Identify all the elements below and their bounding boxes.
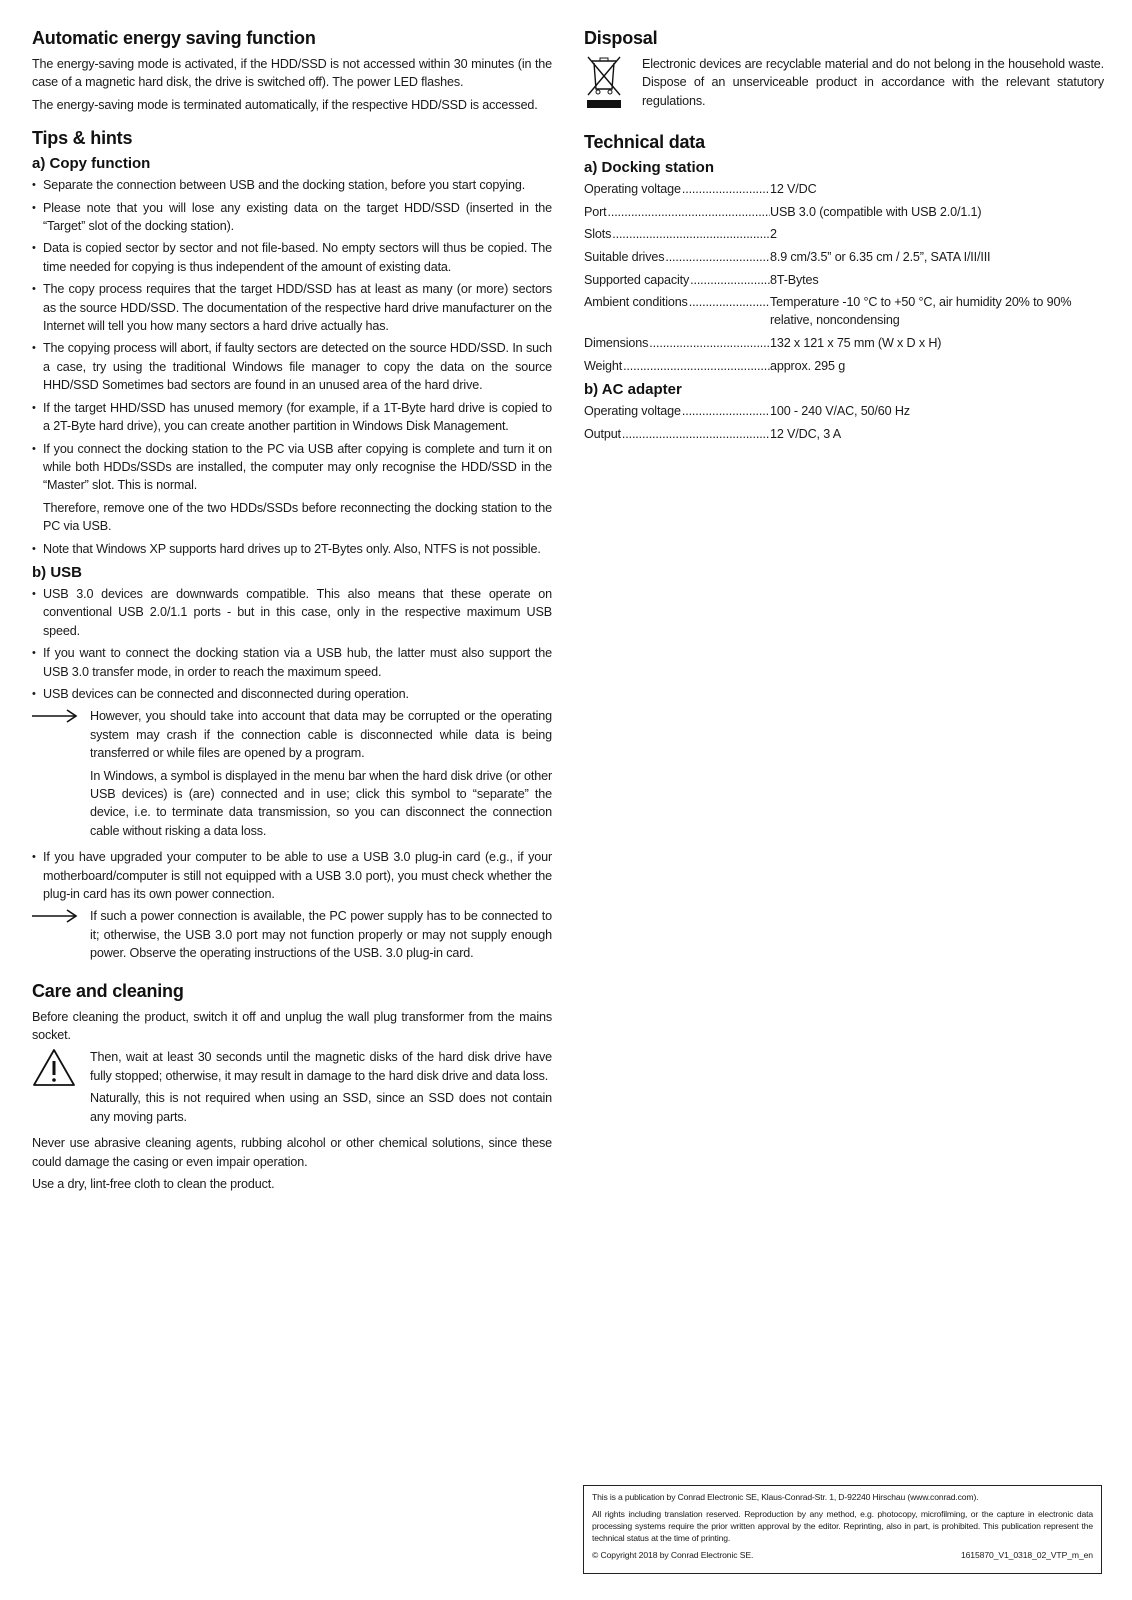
- right-column: [584, 28, 1104, 457]
- list-item: • Please note that you will lose any existing data on the target HDD/SSD (inserted in the “Target” slot of the docking station).: [32, 199, 552, 236]
- usb-heading: b) USB: [32, 563, 82, 581]
- note-text: However, you should take into account that data may be corrupted or the operating system may crash if the connection cable is disconnected while data is being transferred or while files are opened by a program.: [90, 709, 552, 761]
- care-paragraph-1: Before cleaning the product, switch it off and unplug the wall plug transformer from the mains socket.: [32, 1009, 552, 1043]
- warning-triangle-icon: [32, 1048, 90, 1130]
- spec-label: Suitable drives .....: [584, 248, 770, 266]
- usb-note-1: [32, 707, 552, 844]
- energy-paragraph-2: The energy-saving mode is terminated automatically, if the respective HDD/SSD is accessed.: [32, 97, 538, 112]
- disposal-section: [584, 28, 1104, 118]
- note-text: In Windows, a symbol is displayed in the menu bar when the hard disk drive (or other USB devices) is (are) connected and in use; click this symbol to “separate” the device, i.e. to terminate data transmission, so you can disconnect the connection cable without risking a data loss.: [90, 768, 552, 838]
- right-arrow-icon: [32, 707, 90, 844]
- table-row: [584, 180, 1104, 198]
- disposal-heading: Disposal: [584, 28, 658, 48]
- table-row: [584, 425, 1104, 443]
- copy-function-heading: a) Copy function: [32, 155, 151, 173]
- spec-value: 12 V/DC: [770, 182, 817, 196]
- list-item-continuation: Therefore, remove one of the two HDDs/SSDs before reconnecting the docking station to the PC via USB.: [43, 500, 552, 534]
- energy-section: [32, 28, 552, 114]
- list-item: • Note that Windows XP supports hard drives up to 2T-Bytes only. Also, NTFS is not possible.: [32, 540, 552, 558]
- spec-value: 100 - 240 V/AC, 50/60 Hz: [770, 403, 910, 418]
- care-paragraph-2: Never use abrasive cleaning agents, rubbing alcohol or other chemical solutions, since these could damage the casing or even impair operation.: [32, 1136, 552, 1169]
- spec-label: Weight .....: [584, 357, 770, 375]
- spec-label: Supported capacity .....: [584, 271, 770, 289]
- note-text: If such a power connection is available, the PC power supply has to be connected to it; otherwise, the USB 3.0 port may not function properly or may not supply enough power. Observe the operating instructions of the USB. 3.0 plug-in card.: [90, 909, 552, 961]
- table-row: [584, 357, 1104, 375]
- table-row: [584, 225, 1104, 243]
- warning-text: Then, wait at least 30 seconds until the magnetic disks of the hard disk drive have fully stopped; otherwise, it may result in damage to the hard disk drive and data loss.: [90, 1050, 552, 1083]
- ac-adapter-heading: b) AC adapter: [584, 380, 682, 398]
- list-item: • If you have upgraded your computer to be able to use a USB 3.0 plug-in card (e.g., if your motherboard/computer is still not equipped with a USB 3.0 port), you must check whether the plug-in card has its own power connection.: [32, 848, 552, 903]
- spec-value: 8T-Bytes: [770, 272, 819, 287]
- table-row: [584, 248, 1104, 266]
- care-warning: [32, 1048, 552, 1130]
- spec-value: 132 x 121 x 75 mm (W x D x H): [770, 336, 942, 351]
- imprint-box: [583, 1485, 1102, 1574]
- care-heading: Care and cleaning: [32, 980, 184, 1001]
- tips-heading: Tips & hints: [32, 128, 133, 149]
- disposal-text: Electronic devices are recyclable material and do not belong in the household waste. Dispose of an unserviceable product in accordance with the relevant statutory regulations.: [642, 57, 1104, 108]
- spec-value: 12 V/DC, 3 A: [770, 426, 842, 441]
- list-item: • If the target HHD/SSD has unused memory (for example, if a 1T-Byte hard drive is copied to a 2T-Byte hard drive), you can create another partition in Windows Disk Management.: [32, 399, 552, 436]
- list-item: • The copying process will abort, if faulty sectors are detected on the source HDD/SSD. In such a case, try using the traditional Windows file manager to copy the data on the source HHD/SSD Sometimes bad sectors are found in an unused area of the hard drive.: [32, 339, 552, 394]
- spec-label: Port .....: [584, 203, 770, 221]
- spec-label: Slots .....: [584, 225, 770, 243]
- spec-label: Dimensions .....: [584, 334, 770, 352]
- imprint-copyright: © Copyright 2018 by Conrad Electronic SE.: [592, 1550, 754, 1560]
- docking-station-heading: a) Docking station: [584, 159, 715, 176]
- table-row: [584, 271, 1104, 289]
- care-paragraph-3: Use a dry, lint-free cloth to clean the product.: [32, 1176, 275, 1191]
- care-section: [32, 981, 552, 1194]
- usb-list-2: [32, 848, 552, 903]
- usb-list: [32, 585, 552, 703]
- imprint-publisher: This is a publication by Conrad Electronic SE, Klaus-Conrad-Str. 1, D-92240 Hirschau (www.conrad.com).: [592, 1492, 979, 1502]
- energy-heading: Automatic energy saving function: [32, 28, 316, 48]
- list-item: • If you want to connect the docking station via a USB hub, the latter must also support the USB 3.0 transfer mode, in order to reach the maximum speed.: [32, 644, 552, 681]
- spec-value: 2: [770, 227, 777, 242]
- tech-heading: Technical data: [584, 132, 705, 152]
- right-arrow-icon: [32, 907, 90, 966]
- spec-value: 8.9 cm/3.5” or 6.35 cm / 2.5”, SATA I/II/III: [770, 250, 991, 265]
- list-item: • Data is copied sector by sector and not file-based. No empty sectors will thus be copied. The time needed for copying is thus independent of the amount of existing data.: [32, 239, 552, 276]
- crossed-out-bin-icon: [584, 55, 642, 118]
- imprint-rights: All rights including translation reserved. Reproduction by any method, e.g. photocopy, microfilming, or the capture in electronic data processing systems require the prior written approval by the editor. Reprinting, also in part, is prohibited. This publication represent the technical status at the time of printing.: [592, 1509, 1093, 1543]
- table-row: [584, 334, 1104, 352]
- table-row: [584, 293, 1104, 329]
- spec-label: Operating voltage .....: [584, 402, 770, 420]
- spec-label: Operating voltage .....: [584, 180, 770, 198]
- spec-label: Ambient conditions .....: [584, 293, 770, 329]
- copy-function-list: [32, 176, 552, 495]
- list-item: • USB 3.0 devices are downwards compatible. This also means that these operate on conventional USB 2.0/1.1 ports - but in this case, only in the respective maximum USB speed.: [32, 585, 552, 640]
- list-item: • Separate the connection between USB and the docking station, before you start copying.: [32, 176, 552, 194]
- spec-value: Temperature -10 °C to +50 °C, air humidity 20% to 90% relative, noncondensing: [770, 295, 1072, 328]
- list-item: • If you connect the docking station to the PC via USB after copying is complete and turn it on while both HDDs/SSDs are installed, the computer may only recognise the HDD/SSD in the “Master” slot. This is normal.: [32, 440, 552, 495]
- copy-function-list-end: [32, 540, 552, 558]
- spec-value: approx. 295 g: [770, 358, 846, 373]
- spec-value: USB 3.0 (compatible with USB 2.0/1.1): [770, 204, 982, 219]
- docking-spec-table: [584, 180, 1104, 375]
- adapter-spec-table: [584, 402, 1104, 443]
- tips-section: [32, 128, 552, 966]
- list-item: • USB devices can be connected and disconnected during operation.: [32, 685, 552, 703]
- imprint-document-code: 1615870_V1_0318_02_VTP_m_en: [960, 1550, 1093, 1560]
- tech-section: [584, 132, 1104, 443]
- table-row: [584, 402, 1104, 420]
- usb-note-2: [32, 907, 552, 966]
- left-column: [32, 28, 552, 1207]
- warning-text: Naturally, this is not required when using an SSD, since an SSD does not contain any moving parts.: [90, 1091, 552, 1124]
- table-row: [584, 203, 1104, 221]
- spec-label: Output .....: [584, 425, 770, 443]
- energy-paragraph-1: The energy-saving mode is activated, if the HDD/SSD is not accessed within 30 minutes (in the case of a magnetic hard disk, the drive is switched off). The power LED flashes.: [32, 57, 552, 90]
- list-item: • The copy process requires that the target HDD/SSD has at least as many (or more) sectors as the source HDD/SSD. The documentation of the respective hard drive manufacturer on the Internet will tell you how many sectors a hard drive actually has.: [32, 280, 552, 335]
